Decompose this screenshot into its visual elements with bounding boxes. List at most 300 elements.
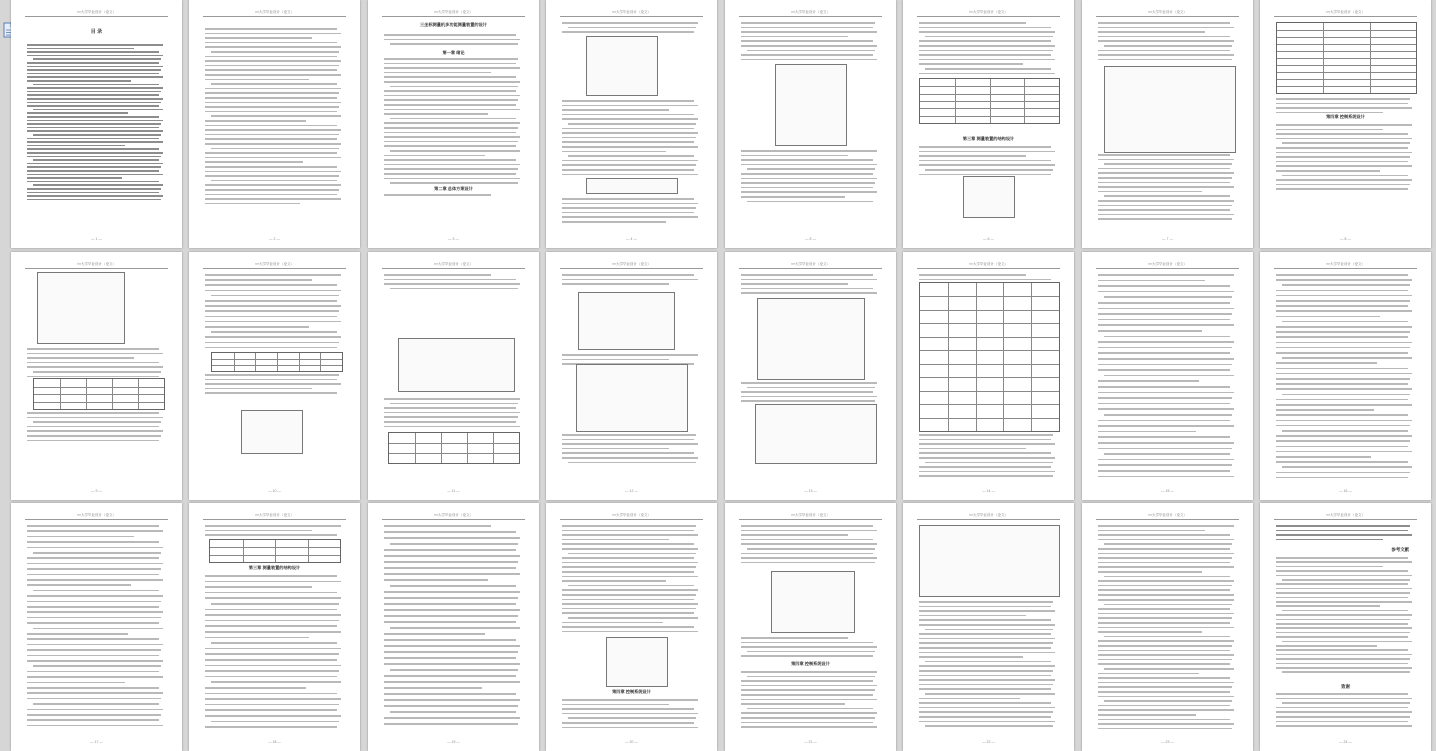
text-line [919, 174, 1051, 176]
text-line [741, 59, 877, 61]
document-page-thumbnail[interactable] [1082, 0, 1253, 248]
text-line [1098, 313, 1232, 315]
text-line [919, 624, 1055, 626]
text-line [33, 371, 161, 373]
text-line [925, 68, 1051, 70]
text-line [384, 58, 518, 60]
text-line [1276, 133, 1408, 135]
text-line [562, 169, 694, 171]
text-line [384, 72, 491, 74]
document-page-thumbnail[interactable] [11, 252, 182, 500]
text-line [741, 637, 848, 639]
text-line [1098, 640, 1234, 642]
text-line [384, 597, 518, 599]
text-line [33, 159, 159, 161]
text-line [205, 670, 339, 672]
document-page-thumbnail[interactable] [1260, 503, 1431, 751]
text-line [1276, 693, 1408, 695]
document-page-thumbnail[interactable] [189, 252, 360, 500]
text-line [1282, 175, 1408, 177]
text-line [562, 571, 694, 573]
document-page-thumbnail[interactable] [903, 0, 1074, 248]
text-line [562, 525, 696, 527]
text-line [33, 134, 161, 136]
text-line [211, 51, 339, 53]
text-line [1276, 414, 1408, 416]
text-line [1282, 466, 1412, 468]
text-line [27, 584, 131, 586]
page-header: ××大学毕业设计（论文） [25, 261, 168, 269]
text-line [1098, 525, 1234, 527]
text-line [1276, 336, 1408, 338]
text-line [919, 452, 1051, 454]
text-line [1276, 654, 1412, 656]
text-line [1098, 177, 1232, 179]
text-line [390, 86, 518, 88]
page-number: — 16 — [1339, 489, 1352, 493]
text-line [919, 164, 1055, 166]
text-line [562, 452, 694, 454]
text-line [205, 28, 337, 30]
text-line [390, 118, 516, 120]
text-line [27, 91, 161, 93]
text-line [741, 45, 877, 47]
text-line [384, 699, 520, 701]
text-line [741, 726, 877, 728]
section-heading: 第二章 总体方案设计 [434, 186, 473, 191]
document-page-thumbnail[interactable] [368, 503, 539, 751]
text-line [205, 530, 312, 532]
text-line [919, 27, 1051, 29]
text-line [1276, 446, 1408, 448]
text-line [1098, 659, 1232, 661]
page-number: — 5 — [805, 237, 816, 241]
document-page-thumbnail[interactable] [11, 503, 182, 751]
text-line [1098, 218, 1232, 220]
text-line [1098, 470, 1230, 472]
document-page-thumbnail[interactable] [546, 503, 717, 751]
text-line [1098, 27, 1234, 29]
text-line [1098, 714, 1196, 716]
text-line [205, 106, 339, 108]
text-line [1104, 163, 1232, 165]
text-line [1098, 50, 1230, 52]
text-line [568, 155, 694, 157]
text-line [562, 31, 694, 33]
text-line [27, 530, 163, 532]
text-line [27, 138, 159, 140]
text-line [741, 703, 845, 705]
text-line [384, 67, 520, 69]
text-line [1104, 375, 1234, 377]
text-line [1276, 605, 1380, 607]
text-line [562, 589, 698, 591]
text-line [27, 188, 161, 190]
document-page-thumbnail[interactable] [903, 503, 1074, 751]
text-line [1098, 622, 1230, 624]
text-line [33, 421, 161, 423]
text-line [384, 407, 516, 409]
document-page-thumbnail[interactable] [725, 0, 896, 248]
text-line [1098, 585, 1232, 587]
text-line [390, 43, 518, 45]
text-line [1276, 721, 1408, 723]
text-line [1098, 650, 1230, 652]
text-line [33, 590, 159, 592]
text-line [1276, 663, 1408, 665]
text-line [1098, 599, 1234, 601]
page-number: — 22 — [982, 740, 995, 744]
text-line [384, 416, 518, 418]
text-line [27, 348, 159, 350]
text-line [27, 660, 163, 662]
text-line [1276, 588, 1412, 590]
document-page-thumbnail[interactable] [725, 252, 896, 500]
table-col-line [320, 353, 321, 371]
table-row-line [1277, 72, 1416, 73]
table-col-line [990, 79, 991, 123]
text-line [384, 113, 488, 115]
text-line [1276, 435, 1412, 437]
text-line [205, 709, 337, 711]
page-number: — 24 — [1339, 740, 1352, 744]
text-line [1276, 368, 1408, 370]
table-col-line [493, 433, 494, 463]
text-line [205, 620, 339, 622]
text-line [27, 568, 161, 570]
text-line [1098, 36, 1230, 38]
text-line [205, 665, 341, 667]
table-col-line [1003, 283, 1004, 431]
text-line [1098, 723, 1234, 725]
table-col-line [275, 540, 276, 562]
table-row-line [920, 404, 1059, 405]
text-line [205, 300, 337, 302]
document-page-thumbnail[interactable] [1260, 0, 1431, 248]
text-line [562, 599, 694, 601]
page-header: ××大学毕业设计（论文） [560, 512, 703, 520]
text-line [562, 359, 669, 361]
text-line [1098, 291, 1234, 293]
text-line [919, 160, 1051, 162]
text-line [1098, 168, 1230, 170]
page-header: ××大学毕业设计（论文） [739, 512, 882, 520]
text-line [205, 143, 341, 145]
table-row-line [34, 402, 164, 403]
text-line [27, 557, 159, 559]
text-line [384, 573, 520, 575]
text-line [1282, 394, 1410, 396]
text-line [384, 615, 518, 617]
text-line [205, 129, 341, 131]
toc-title: 目 录 [90, 29, 103, 35]
text-line [741, 391, 873, 393]
text-line [390, 288, 518, 290]
text-line [1276, 326, 1412, 328]
text-line [1276, 342, 1412, 344]
page-number: — 19 — [447, 740, 460, 744]
text-line [27, 62, 159, 64]
text-line [741, 173, 873, 175]
text-line [205, 310, 339, 312]
text-line [568, 717, 696, 719]
text-line [741, 646, 877, 648]
table-col-line [112, 379, 113, 409]
text-line [205, 60, 341, 62]
text-line [1098, 719, 1230, 721]
text-line [205, 290, 341, 292]
text-line [741, 40, 873, 42]
text-line [1276, 539, 1383, 541]
text-line [27, 617, 161, 619]
text-line [27, 141, 163, 143]
text-line [1276, 310, 1412, 312]
text-line [1276, 279, 1412, 281]
document-page-thumbnail[interactable] [725, 503, 896, 751]
text-line [1098, 369, 1230, 371]
text-line [211, 331, 337, 333]
text-line [919, 698, 1020, 700]
text-line [562, 434, 696, 436]
text-line [925, 462, 1053, 464]
document-page-thumbnail[interactable] [546, 0, 717, 248]
text-line [919, 274, 1026, 276]
text-line [741, 562, 875, 564]
text-line [741, 685, 877, 687]
page-number: — 21 — [804, 740, 817, 744]
text-line [1104, 195, 1230, 197]
text-line [919, 439, 1051, 441]
text-line [741, 543, 877, 545]
text-line [27, 94, 159, 96]
text-line [562, 141, 694, 143]
text-line [562, 146, 698, 148]
text-line [568, 553, 696, 555]
text-line [562, 580, 666, 582]
text-line [562, 548, 698, 550]
table-col-line [441, 433, 442, 463]
text-line [1098, 214, 1234, 216]
text-line [205, 171, 341, 173]
text-line [384, 639, 516, 641]
table-row-line [34, 394, 164, 395]
text-line [27, 611, 163, 613]
text-line [1098, 358, 1234, 360]
figure [919, 525, 1060, 597]
text-line [205, 659, 337, 661]
text-line [1098, 562, 1230, 564]
page-header: ××大学毕业设计（论文） [1096, 9, 1239, 17]
text-line [33, 552, 161, 554]
text-line [562, 114, 694, 116]
text-line [919, 40, 1051, 42]
text-line [27, 152, 163, 154]
text-line [925, 661, 1051, 663]
text-line [27, 536, 134, 538]
text-line [27, 112, 128, 114]
text-line [27, 353, 163, 355]
text-line [919, 146, 1051, 148]
text-line [1276, 161, 1408, 163]
text-line [27, 163, 163, 165]
text-line [1276, 667, 1412, 669]
text-line [1098, 548, 1230, 550]
text-line [919, 601, 1053, 603]
text-line [384, 567, 516, 569]
document-page-thumbnail[interactable] [1082, 252, 1253, 500]
text-line [205, 184, 341, 186]
text-line [1098, 442, 1234, 444]
text-line [1098, 728, 1232, 730]
text-line [1098, 686, 1232, 688]
text-line [27, 120, 163, 122]
text-line [33, 84, 159, 86]
text-line [562, 221, 666, 223]
figure [775, 64, 847, 146]
page-number: — 20 — [625, 740, 638, 744]
text-line [384, 76, 516, 78]
text-line [1276, 352, 1408, 354]
document-page-thumbnail[interactable] [546, 252, 717, 500]
text-line [741, 396, 877, 398]
text-line [747, 50, 875, 52]
text-line [27, 426, 159, 428]
text-line [1098, 571, 1202, 573]
text-line [205, 175, 339, 177]
text-line [1276, 295, 1412, 297]
table-col-line [277, 353, 278, 371]
text-line [562, 534, 698, 536]
text-line [562, 160, 698, 162]
figure [586, 36, 658, 96]
text-line [1282, 671, 1410, 673]
table-row-line [1277, 37, 1416, 38]
text-line [205, 46, 341, 48]
text-line [1276, 566, 1383, 568]
text-line [27, 105, 159, 107]
text-line [384, 104, 516, 106]
page-number: — 11 — [447, 489, 460, 493]
text-line [1276, 716, 1410, 718]
text-line [27, 595, 163, 597]
text-line [27, 76, 163, 78]
document-page-thumbnail[interactable] [11, 0, 182, 248]
text-line [1276, 138, 1412, 140]
text-line [741, 182, 875, 184]
text-line [562, 457, 698, 459]
table-row-line [1277, 79, 1416, 80]
text-line [741, 274, 873, 276]
text-line [562, 174, 698, 176]
text-line [1282, 579, 1410, 581]
text-line [1276, 98, 1410, 100]
text-line [205, 284, 337, 286]
text-line [1098, 285, 1230, 287]
document-page-thumbnail[interactable] [368, 252, 539, 500]
text-line [1276, 711, 1412, 713]
document-page-thumbnail[interactable] [368, 0, 539, 248]
document-page-thumbnail[interactable] [1082, 503, 1253, 751]
text-line [1276, 331, 1410, 333]
text-line [919, 50, 1053, 52]
text-line [1276, 561, 1412, 563]
document-page-thumbnail[interactable] [189, 0, 360, 248]
text-line [1276, 184, 1410, 186]
text-line [384, 633, 485, 635]
text-line [205, 392, 337, 394]
table-col-line [255, 353, 256, 371]
text-line [205, 715, 341, 717]
text-line [384, 173, 516, 175]
text-line [562, 118, 698, 120]
text-line [205, 305, 341, 307]
table-col-line [955, 79, 956, 123]
text-line [1276, 399, 1408, 401]
text-line [919, 457, 1055, 459]
table-col-line [467, 433, 468, 463]
text-line [205, 138, 337, 140]
page-header: ××大学毕业设计（论文） [739, 9, 882, 17]
text-line [562, 439, 694, 441]
document-page-thumbnail[interactable] [903, 252, 1074, 500]
text-line [562, 612, 694, 614]
text-line [1282, 321, 1408, 323]
text-line [1276, 409, 1374, 411]
page-header: ××大学毕业设计（论文） [1096, 512, 1239, 520]
document-page-thumbnail[interactable] [189, 503, 360, 751]
text-line [27, 102, 161, 104]
text-line [205, 592, 337, 594]
text-line [390, 150, 520, 152]
text-line [33, 703, 159, 705]
text-line [1276, 583, 1408, 585]
text-line [27, 170, 159, 172]
text-line [27, 181, 159, 183]
text-line [205, 74, 341, 76]
text-line [1098, 696, 1234, 698]
text-line [390, 627, 520, 629]
text-line [205, 388, 312, 390]
text-line [1104, 453, 1230, 455]
figure [578, 292, 675, 350]
text-line [205, 125, 337, 127]
table-row-line [920, 364, 1059, 365]
text-line [1098, 420, 1230, 422]
text-line [27, 156, 161, 158]
text-line [384, 421, 516, 423]
page-header: ××大学毕业设计（论文） [382, 512, 525, 520]
text-line [27, 633, 128, 635]
text-line [1098, 691, 1230, 693]
text-line [384, 95, 520, 97]
text-line [384, 99, 518, 101]
text-line [27, 73, 159, 75]
text-line [925, 693, 1055, 695]
text-line [27, 687, 159, 689]
page-header: ××大学毕业设计（论文） [1274, 9, 1417, 17]
text-line [205, 648, 341, 650]
text-line [1098, 589, 1230, 591]
text-line [1276, 425, 1410, 427]
page-header: ××大学毕业设计（论文） [1096, 261, 1239, 269]
text-line [1276, 592, 1410, 594]
document-page-thumbnail[interactable] [1260, 252, 1431, 500]
text-line [925, 36, 1053, 38]
table-col-line [1370, 23, 1371, 93]
text-line [1282, 610, 1408, 612]
text-line [1276, 645, 1377, 647]
text-line [205, 65, 339, 67]
